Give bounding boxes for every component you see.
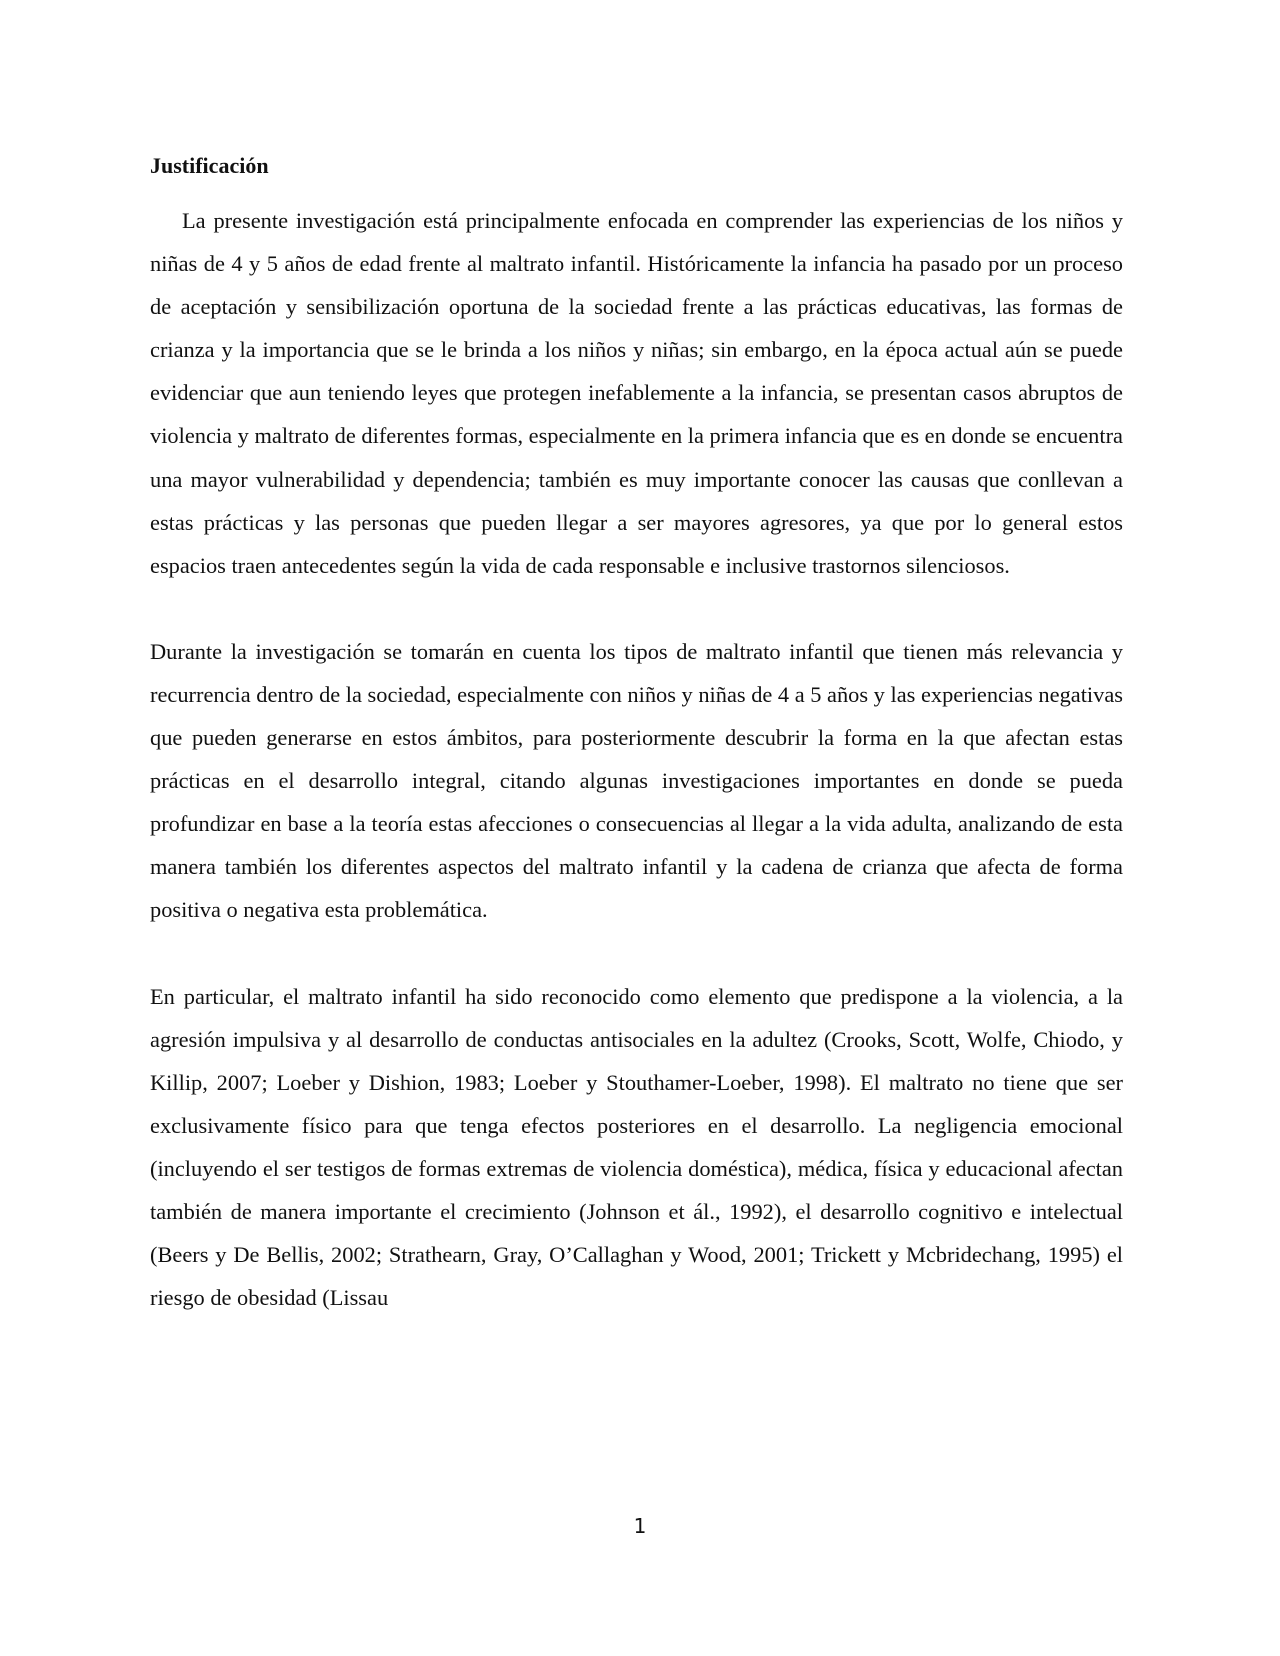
section-heading: Justificación xyxy=(150,153,269,178)
page-body xyxy=(150,150,1123,1362)
paragraph-3: En particular, el maltrato infantil ha sido reconocido como elemento que predispone a la violencia, a la agresión impulsiva y al desarrollo de conductas antisociales en la adultez (Crooks, Scott, Wolfe, Chiodo, y Killip, 2007; Loeber y Dishion, 1983; Loeber y Stouthamer-Loeber, 1998). El maltrato no tiene que ser exclusivamente físico para que tenga efectos posteriores en el desarrollo. La negligencia emocional (incluyendo el ser testigos de formas extremas de violencia doméstica), médica, física y educacional afectan también de manera importante el crecimiento (Johnson et ál., 1992), el desarrollo cognitivo e intelectual (Beers y De Bellis, 2002; Strathearn, Gray, O’Callaghan y Wood, 2001; Trickett y Mcbridechang, 1995) el riesgo de obesidad (Lissau xyxy=(150,983,1123,1311)
page-number: 1 xyxy=(633,1514,647,1538)
paragraph-2: Durante la investigación se tomarán en cuenta los tipos de maltrato infantil que tienen más relevancia y recurrencia dentro de la sociedad, especialmente con niños y niñas de 4 a 5 años y las experiencias negativas que pueden generarse en estos ámbitos, para posteriormente descubrir la forma en la que afectan estas prácticas en el desarrollo integral, citando algunas investigaciones importantes en donde se pueda profundizar en base a la teoría estas afecciones o consecuencias al llegar a la vida adulta, analizando de esta manera también los diferentes aspectos del maltrato infantil y la cadena de crianza que afecta de forma positiva o negativa esta problemática. xyxy=(150,638,1123,923)
paragraph-1: La presente investigación está principalmente enfocada en comprender las experiencias de los niños y niñas de 4 y 5 años de edad frente al maltrato infantil. Históricamente la infancia ha pasado por un proceso de aceptación y sensibilización oportuna de la sociedad frente a las prácticas educativas, las formas de crianza y la importancia que se le brinda a los niños y niñas; sin embargo, en la época actual aún se puede evidenciar que aun teniendo leyes que protegen inefablemente a la infancia, se presentan casos abruptos de violencia y maltrato de diferentes formas, especialmente en la primera infancia que es en donde se encuentra una mayor vulnerabilidad y dependencia; también es muy importante conocer las causas que conllevan a estas prácticas y las personas que pueden llegar a ser mayores agresores, ya que por lo general estos espacios traen antecedentes según la vida de cada responsable e inclusive trastornos silenciosos. xyxy=(150,208,1123,578)
